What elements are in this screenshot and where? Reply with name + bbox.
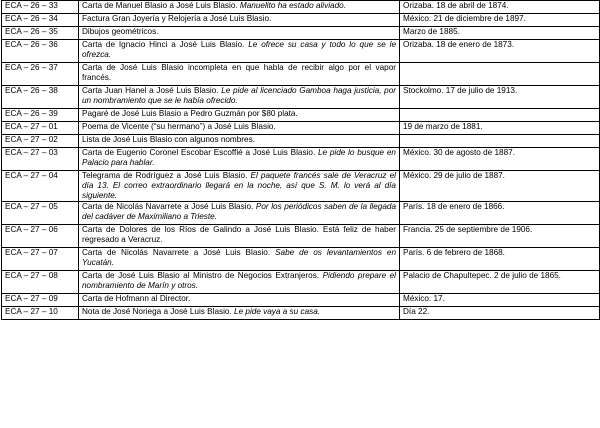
record-code: ECA – 27 – 05 bbox=[2, 202, 79, 225]
record-description: Carta de Hofmann al Director. bbox=[79, 294, 400, 307]
record-date: Francia. 25 de septiembre de 1906. bbox=[400, 225, 600, 248]
record-code: ECA – 26 – 34 bbox=[2, 14, 79, 27]
table-row bbox=[2, 271, 600, 294]
record-date: Marzo de 1885. bbox=[400, 27, 600, 40]
record-date: México. 29 de julio de 1887. bbox=[400, 171, 600, 202]
record-description: Nota de José Noriega a José Luis Blasio. Le pide vaya a su casa. bbox=[79, 307, 400, 320]
record-date: México. 30 de agosto de 1887. bbox=[400, 148, 600, 171]
record-description: Factura Gran Joyería y Relojería a José Luis Blasio. bbox=[79, 14, 400, 27]
record-code: ECA – 27 – 09 bbox=[2, 294, 79, 307]
table-row bbox=[2, 248, 600, 271]
record-date: París. 6 de febrero de 1868. bbox=[400, 248, 600, 271]
record-description: Carta de Nicolás Navarrete a José Luis Blasio. Sabe de os levantamientos en Yucatán. bbox=[79, 248, 400, 271]
record-description: Carta de Dolores de los Ríos de Galindo a José Luis Blasio. Está feliz de haber regresado a Veracruz. bbox=[79, 225, 400, 248]
catalog-table bbox=[1, 0, 600, 320]
record-code: ECA – 26 – 35 bbox=[2, 27, 79, 40]
table-row bbox=[2, 122, 600, 135]
table-row bbox=[2, 135, 600, 148]
record-code: ECA – 27 – 04 bbox=[2, 171, 79, 202]
table-row bbox=[2, 148, 600, 171]
table-row bbox=[2, 109, 600, 122]
record-code: ECA – 26 – 37 bbox=[2, 63, 79, 86]
record-description: Pagaré de José Luis Blasio a Pedro Guzmán por $80 plata. bbox=[79, 109, 400, 122]
record-description: Lista de José Luis Blasio con algunos nombres. bbox=[79, 135, 400, 148]
table-row bbox=[2, 27, 600, 40]
table-row bbox=[2, 1, 600, 14]
record-date: París. 18 de enero de 1866. bbox=[400, 202, 600, 225]
record-description: Carta de Manuel Blasio a José Luis Blasio. Manuelito ha estado aliviado. bbox=[79, 1, 400, 14]
table-row bbox=[2, 63, 600, 86]
record-code: ECA – 26 – 36 bbox=[2, 40, 79, 63]
table-row bbox=[2, 14, 600, 27]
record-description: Carta de Ignacio Hinci a José Luis Blasio. Le ofrece su casa y todo lo que se le ofrezca. bbox=[79, 40, 400, 63]
record-code: ECA – 27 – 07 bbox=[2, 248, 79, 271]
record-description: Carta Juan Hanel a José Luis Blasio. Le pide al licenciado Gamboa haga justicia, por un nombramiento que se le había ofrecido. bbox=[79, 86, 400, 109]
record-description: Carta de Eugenio Coronel Escobar Escoffié a José Luis Blasio. Le pide lo busque en Palacio para hablar. bbox=[79, 148, 400, 171]
record-description: Carta de Nicolás Navarrete a José Luis Blasio. Por los periódicos saben de la llegada del cadáver de Maximiliano a Trieste. bbox=[79, 202, 400, 225]
record-description: Carta de José Luis Blasio al Ministro de Negocios Extranjeros. Pidiendo prepare el nombramiento de Marín y otros. bbox=[79, 271, 400, 294]
record-date: 19 de marzo de 1881. bbox=[400, 122, 600, 135]
table-row bbox=[2, 294, 600, 307]
record-code: ECA – 27 – 03 bbox=[2, 148, 79, 171]
record-code: ECA – 27 – 01 bbox=[2, 122, 79, 135]
table-row bbox=[2, 171, 600, 202]
record-date: Día 22. bbox=[400, 307, 600, 320]
table-row bbox=[2, 86, 600, 109]
record-date: México. 21 de diciembre de 1897. bbox=[400, 14, 600, 27]
record-date: Palacio de Chapultepec. 2 de julio de 1865. bbox=[400, 271, 600, 294]
record-description: Carta de José Luis Blasio incompleta en que habla de recibir algo por el vapor francés. bbox=[79, 63, 400, 86]
table-row bbox=[2, 225, 600, 248]
record-description: Dibujos geométricos. bbox=[79, 27, 400, 40]
record-code: ECA – 26 – 33 bbox=[2, 1, 79, 14]
table-row bbox=[2, 307, 600, 320]
record-date bbox=[400, 109, 600, 122]
record-description: Poema de Vicente (“su hermano”) a José Luis Blasio. bbox=[79, 122, 400, 135]
record-description: Telegrama de Rodríguez a José Luis Blasio. El paquete francés sale de Veracruz el día 13. El correo extraordinario llegará en la noche, así que S. M. lo verá al día siguiente. bbox=[79, 171, 400, 202]
record-code: ECA – 27 – 10 bbox=[2, 307, 79, 320]
table-row bbox=[2, 202, 600, 225]
record-date bbox=[400, 135, 600, 148]
record-code: ECA – 27 – 02 bbox=[2, 135, 79, 148]
record-date: México. 17. bbox=[400, 294, 600, 307]
record-date: Orizaba. 18 de abril de 1874. bbox=[400, 1, 600, 14]
table-row bbox=[2, 40, 600, 63]
record-code: ECA – 26 – 38 bbox=[2, 86, 79, 109]
record-date: Stockolmo. 17 de julio de 1913. bbox=[400, 86, 600, 109]
record-date: Orizaba. 18 de enero de 1873. bbox=[400, 40, 600, 63]
record-code: ECA – 27 – 08 bbox=[2, 271, 79, 294]
record-code: ECA – 26 – 39 bbox=[2, 109, 79, 122]
record-code: ECA – 27 – 06 bbox=[2, 225, 79, 248]
record-date bbox=[400, 63, 600, 86]
